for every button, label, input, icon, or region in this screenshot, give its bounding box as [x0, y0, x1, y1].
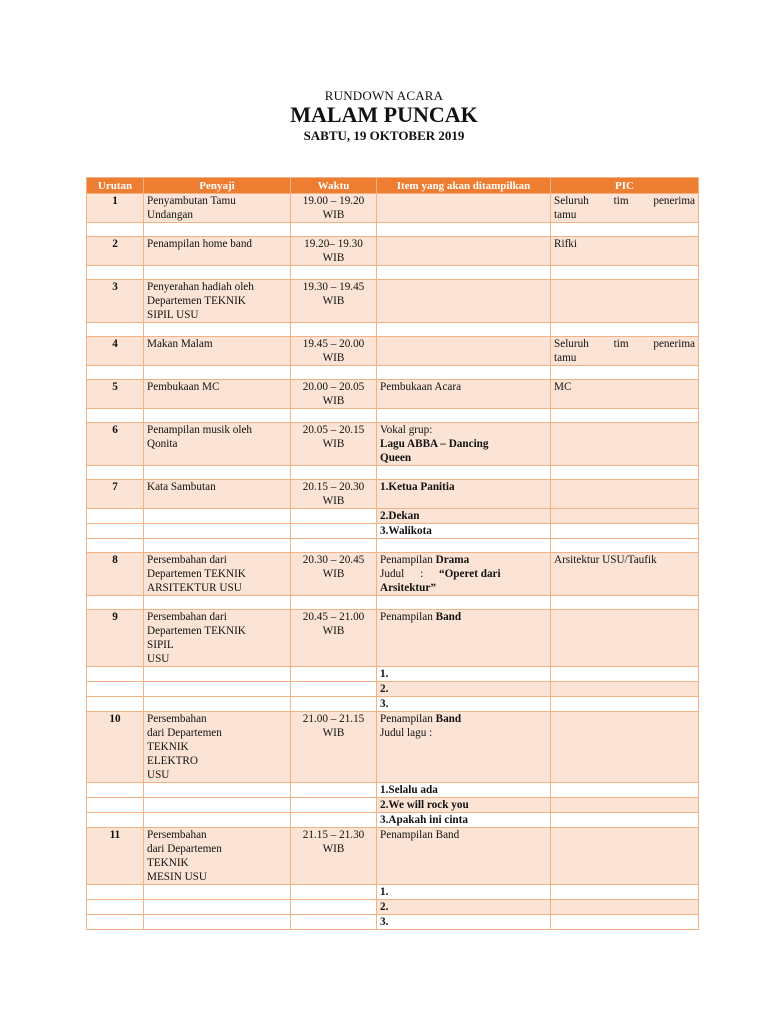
cell-penyaji: Penyambutan Tamu Undangan [144, 194, 291, 223]
cell-urutan: 6 [87, 423, 144, 466]
rundown-table [86, 177, 699, 930]
cell-pic [551, 610, 699, 667]
spacer-row [87, 409, 699, 423]
spacer-row [87, 323, 699, 337]
cell-urutan: 2 [87, 237, 144, 266]
cell-urutan: 5 [87, 380, 144, 409]
table-header-row [87, 178, 699, 194]
cell-pic [551, 828, 699, 885]
cell-penyaji: Pembukaan MC [144, 380, 291, 409]
cell-item: Penampilan Band Judul lagu : [377, 712, 551, 783]
table-row [87, 480, 699, 509]
cell-sub-item: 2.We will rock you [377, 798, 551, 813]
cell-pic [551, 280, 699, 323]
cell-urutan: 10 [87, 712, 144, 783]
cell-waktu: 19.00 – 19.20 WIB [291, 194, 377, 223]
cell-pic: Seluruh tim penerima tamu [551, 194, 699, 223]
cell-pic: MC [551, 380, 699, 409]
cell-urutan: 7 [87, 480, 144, 509]
spacer-row [87, 366, 699, 380]
cell-penyaji: Penampilan home band [144, 237, 291, 266]
cell-pic [551, 480, 699, 509]
cell-sub-item: 3. [377, 915, 551, 930]
table-row [87, 380, 699, 409]
sub-row [87, 697, 699, 712]
cell-sub-item: 2. [377, 682, 551, 697]
sub-row [87, 783, 699, 798]
cell-penyaji: Persembahan dari Departemen TEKNIK ARSITEKTUR USU [144, 553, 291, 596]
cell-sub-item: 1. [377, 885, 551, 900]
cell-item: Penampilan Band [377, 828, 551, 885]
sub-row [87, 885, 699, 900]
cell-sub-item: 1. [377, 667, 551, 682]
cell-urutan: 4 [87, 337, 144, 366]
cell-sub-item: 3.Walikota [377, 524, 551, 539]
table-row [87, 194, 699, 223]
cell-item: Pembukaan Acara [377, 380, 551, 409]
cell-urutan: 8 [87, 553, 144, 596]
spacer-row [87, 266, 699, 280]
cell-waktu: 20.00 – 20.05 WIB [291, 380, 377, 409]
column-header-penyaji: Penyaji [144, 178, 291, 194]
document-title: MALAM PUNCAK [290, 102, 478, 127]
cell-waktu: 19.30 – 19.45 WIB [291, 280, 377, 323]
cell-waktu: 20.15 – 20.30 WIB [291, 480, 377, 509]
document-date: SABTU, 19 OKTOBER 2019 [303, 128, 465, 143]
cell-item [377, 280, 551, 323]
sub-row [87, 682, 699, 697]
cell-pic: Rifki [551, 237, 699, 266]
table-row [87, 280, 699, 323]
sub-row [87, 813, 699, 828]
document-subtitle: RUNDOWN ACARA [324, 88, 444, 103]
cell-waktu: 20.45 – 21.00 WIB [291, 610, 377, 667]
spacer-row [87, 539, 699, 553]
cell-item: 1.Ketua Panitia [377, 480, 551, 509]
spacer-row [87, 466, 699, 480]
sub-row [87, 798, 699, 813]
cell-pic: Arsitektur USU/Taufik [551, 553, 699, 596]
table-row [87, 237, 699, 266]
cell-sub-item: 1.Selalu ada [377, 783, 551, 798]
cell-sub-item: 2. [377, 900, 551, 915]
table-row [87, 337, 699, 366]
column-header-item: Item yang akan ditampilkan [377, 178, 551, 194]
column-header-waktu: Waktu [291, 178, 377, 194]
cell-waktu: 19.20– 19.30 WIB [291, 237, 377, 266]
cell-item: Penampilan Drama Judul : “Operet dari Arsitektur” [377, 553, 551, 596]
cell-waktu: 20.05 – 20.15 WIB [291, 423, 377, 466]
sub-row [87, 915, 699, 930]
cell-item [377, 337, 551, 366]
cell-penyaji: Penampilan musik oleh Qonita [144, 423, 291, 466]
table-row [87, 423, 699, 466]
column-header-pic: PIC [551, 178, 699, 194]
cell-pic: Seluruh tim penerima tamu [551, 337, 699, 366]
sub-row [87, 524, 699, 539]
cell-urutan: 1 [87, 194, 144, 223]
cell-penyaji: Penyerahan hadiah oleh Departemen TEKNIK SIPIL USU [144, 280, 291, 323]
sub-row [87, 900, 699, 915]
cell-pic [551, 423, 699, 466]
table-row [87, 712, 699, 783]
cell-penyaji: Persembahan dari Departemen TEKNIK SIPIL USU [144, 610, 291, 667]
table-row [87, 553, 699, 596]
cell-item: Penampilan Band [377, 610, 551, 667]
cell-penyaji: Kata Sambutan [144, 480, 291, 509]
cell-pic [551, 712, 699, 783]
cell-item [377, 237, 551, 266]
cell-waktu: 19.45 – 20.00 WIB [291, 337, 377, 366]
cell-urutan: 3 [87, 280, 144, 323]
cell-waktu: 21.00 – 21.15 WIB [291, 712, 377, 783]
table-row [87, 610, 699, 667]
cell-waktu: 21.15 – 21.30 WIB [291, 828, 377, 885]
sub-row [87, 667, 699, 682]
spacer-row [87, 223, 699, 237]
table-row [87, 828, 699, 885]
cell-item: Vokal grup: Lagu ABBA – Dancing Queen [377, 423, 551, 466]
cell-sub-item: 3.Apakah ini cinta [377, 813, 551, 828]
cell-waktu: 20.30 – 20.45 WIB [291, 553, 377, 596]
cell-urutan: 11 [87, 828, 144, 885]
cell-penyaji: Persembahan dari Departemen TEKNIK MESIN USU [144, 828, 291, 885]
cell-sub-item: 3. [377, 697, 551, 712]
cell-item [377, 194, 551, 223]
cell-penyaji: Makan Malam [144, 337, 291, 366]
cell-penyaji: Persembahan dari Departemen TEKNIK ELEKTRO USU [144, 712, 291, 783]
sub-row [87, 509, 699, 524]
cell-urutan: 9 [87, 610, 144, 667]
spacer-row [87, 596, 699, 610]
cell-sub-item: 2.Dekan [377, 509, 551, 524]
column-header-urutan: Urutan [87, 178, 144, 194]
